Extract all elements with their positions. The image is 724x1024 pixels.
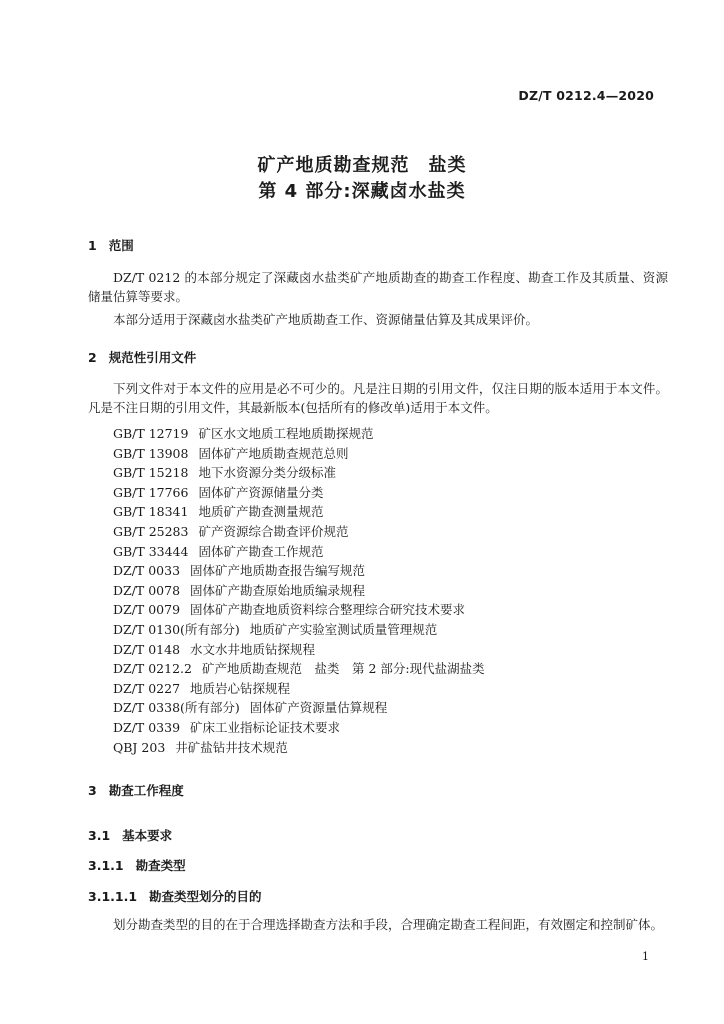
reference-title: 固体矿产勘查工作规范 [198, 543, 324, 559]
reference-code: GB/T 12719 [113, 426, 189, 441]
section-2-intro: 下列文件对于本文件的应用是必不可少的。凡是注日期的引用文件，仅注日期的版本适用于本文件。凡是不注日期的引用文件，其最新版本(包括所有的修改单)适用于本文件。 [88, 381, 668, 415]
section-3-paragraph: 划分勘查类型的目的在于合理选择勘查方法和手段，合理确定勘查工程间距，有效圈定和控制矿体。 [113, 917, 664, 932]
standard-code: DZ/T 0212.4—2020 [518, 88, 654, 103]
reference-code: DZ/T 0148 [113, 641, 181, 657]
section-number: 2 [88, 350, 97, 365]
reference-title: 固体矿产地质勘查报告编写规范 [190, 563, 366, 579]
reference-item [113, 561, 365, 579]
reference-title: 矿产资源综合勘查评价规范 [198, 524, 349, 539]
reference-code: GB/T 18341 [113, 504, 189, 520]
reference-title: 固体矿产勘查地质资料综合整理综合研究技术要求 [190, 602, 466, 618]
reference-code: DZ/T 0079 [113, 602, 181, 618]
section-number: 3 [88, 783, 97, 798]
reference-title: 固体矿产地质勘查规范总则 [198, 445, 349, 461]
reference-title: 地质矿产勘查测量规范 [198, 504, 324, 520]
section-title: 基本要求 [122, 828, 173, 843]
section-3-heading [88, 781, 184, 799]
reference-code: DZ/T 0338(所有部分) [113, 700, 240, 716]
reference-title: 矿产地质勘查规范 盐类 第 2 部分:现代盐湖盐类 [201, 661, 485, 677]
reference-item [113, 424, 373, 442]
reference-code: GB/T 15218 [113, 465, 189, 481]
section-title: 勘查工作程度 [108, 783, 184, 798]
reference-item [113, 640, 315, 658]
reference-item [113, 581, 365, 599]
reference-item [113, 679, 290, 697]
section-1-heading [88, 236, 134, 254]
reference-title: 固体矿产资源量估算规程 [249, 700, 388, 716]
reference-item [113, 483, 323, 501]
reference-item [113, 542, 323, 560]
reference-title: 地下水资源分类分级标准 [198, 465, 336, 481]
reference-title: 地质岩心钻探规程 [190, 680, 291, 696]
section-1-paragraph-1: DZ/T 0212 的本部分规定了深藏卤水盐类矿产地质勘查的勘查工作程度、勘查工作及其质量、资源储量估算等要求。 [88, 270, 668, 304]
reference-code: GB/T 17766 [113, 484, 189, 500]
reference-item [113, 620, 437, 638]
section-title: 勘查类型划分的目的 [149, 889, 262, 904]
section-number: 1 [88, 238, 97, 253]
section-number: 3.1.1 [88, 858, 124, 873]
subsection-3-1-1-1-heading [88, 887, 262, 905]
subsection-3-1-1-heading [88, 856, 186, 874]
page-number: 1 [642, 950, 649, 963]
reference-item [113, 600, 465, 618]
reference-title: 矿区水文地质工程地质勘探规范 [198, 426, 374, 441]
reference-item [113, 738, 288, 756]
section-number: 3.1 [88, 828, 111, 843]
reference-code: DZ/T 0033 [113, 563, 181, 579]
reference-title: 固体矿产勘查原始地质编录规程 [190, 582, 366, 598]
reference-code: GB/T 13908 [113, 445, 189, 461]
reference-code: GB/T 33444 [113, 543, 189, 559]
reference-code: DZ/T 0130(所有部分) [113, 622, 240, 637]
reference-title: 水文水井地质钻探规程 [190, 641, 316, 657]
reference-title: 矿床工业指标论证技术要求 [190, 720, 341, 735]
section-2-heading [88, 348, 196, 366]
reference-item [113, 718, 340, 736]
section-title: 范围 [108, 238, 134, 253]
reference-code: DZ/T 0212.2 [113, 661, 192, 677]
reference-title: 井矿盐钻井技术规范 [175, 739, 288, 755]
reference-code: DZ/T 0227 [113, 680, 181, 696]
reference-code: GB/T 25283 [113, 524, 189, 539]
section-1-paragraph-2: 本部分适用于深藏卤水盐类矿产地质勘查工作、资源储量估算及其成果评价。 [113, 312, 539, 327]
document-title: 矿产地质勘查规范 盐类 [257, 155, 467, 176]
section-number: 3.1.1.1 [88, 889, 138, 904]
reference-item [113, 444, 348, 462]
reference-title: 固体矿产资源储量分类 [198, 484, 324, 500]
reference-code: DZ/T 0078 [113, 582, 181, 598]
reference-item [113, 463, 336, 481]
reference-item [113, 698, 387, 716]
reference-item [113, 502, 323, 520]
reference-item [113, 659, 485, 677]
section-title: 勘查类型 [135, 858, 186, 873]
reference-item [113, 522, 348, 540]
reference-code: QBJ 203 [113, 739, 166, 755]
reference-title: 地质矿产实验室测试质量管理规范 [249, 622, 438, 637]
document-subtitle: 第 4 部分:深藏卤水盐类 [258, 181, 466, 202]
section-title: 规范性引用文件 [108, 350, 197, 365]
reference-code: DZ/T 0339 [113, 720, 181, 735]
subsection-3-1-heading [88, 826, 172, 844]
